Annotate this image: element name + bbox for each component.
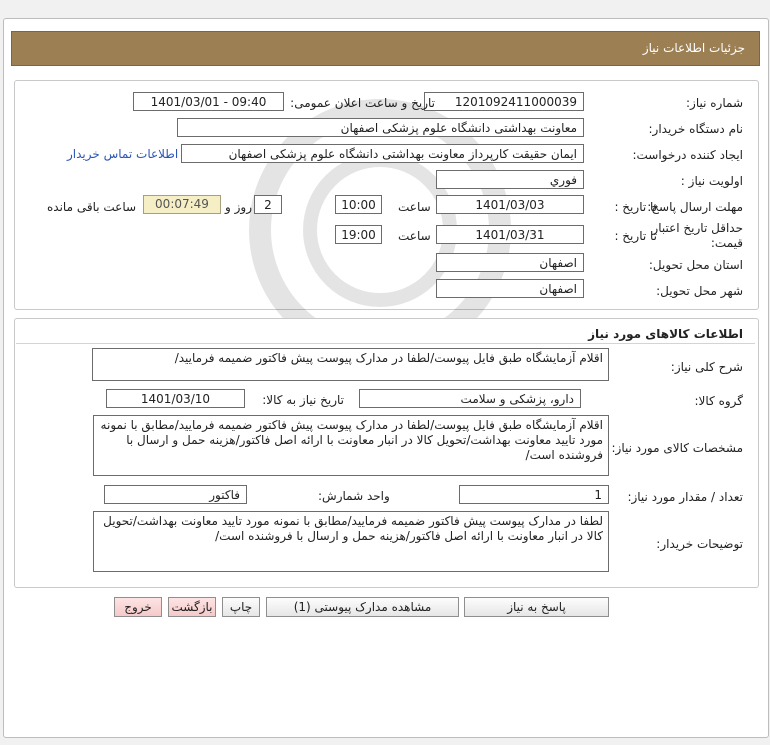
deadline-to-date-label: تا تاریخ :	[614, 200, 657, 214]
validity-label-line1: حداقل تاریخ اعتبار	[652, 221, 743, 235]
view-attachments-button[interactable]: مشاهده مدارک پیوستی (1)	[266, 597, 459, 617]
quantity-field: 1	[459, 485, 609, 504]
page-title: جزئیات اطلاعات نیاز	[642, 41, 745, 55]
goods-group-field: دارو، پزشکی و سلامت	[359, 389, 581, 408]
deadline-time-label: ساعت	[398, 200, 431, 214]
deadline-time-field: 10:00	[335, 195, 382, 214]
days-label: روز و	[225, 200, 252, 214]
unit-label: واحد شمارش:	[318, 489, 390, 503]
specs-field: اقلام آزمایشگاه طبق فایل پیوست/لطفا در مدارک پیوست پیش فاکتور ضمیمه فرمایید/مطابق با نمونه مورد تایید معاونت بهداشت/تحویل کالا در انبار معاونت با ارائه اصل فاکتور/هزینه حمل و ارسال با فروشنده است/	[93, 415, 609, 476]
deadline-label: مهلت ارسال پاسخ:	[647, 200, 743, 214]
province-label: استان محل تحویل:	[648, 258, 743, 272]
priority-field: فوري	[436, 170, 584, 189]
buyer-org-field: معاونت بهداشتی دانشگاه علوم پزشکی اصفهان	[177, 118, 584, 137]
validity-time-label: ساعت	[398, 229, 431, 243]
buyer-org-label: نام دستگاه خریدار:	[648, 122, 743, 136]
goods-section-title: اطلاعات کالاهای مورد نیاز	[588, 327, 743, 341]
days-count-field: 2	[254, 195, 282, 214]
announce-label: تاریخ و ساعت اعلان عمومی:	[290, 96, 435, 110]
city-field: اصفهان	[436, 279, 584, 298]
need-date-label: تاریخ نیاز به کالا:	[262, 393, 344, 407]
buyer-contact-link[interactable]: اطلاعات تماس خریدار	[67, 147, 179, 161]
specs-label: مشخصات کالای مورد نیاز:	[611, 441, 743, 455]
city-label: شهر محل تحویل:	[656, 284, 743, 298]
reply-button[interactable]: پاسخ به نیاز	[464, 597, 609, 617]
section-divider	[16, 343, 755, 344]
summary-field: اقلام آزمایشگاه طبق فایل پیوست/لطفا در مدارک پیوست پیش فاکتور ضمیمه فرمایید/	[92, 348, 609, 381]
page-header	[11, 31, 760, 66]
validity-label-line2: قیمت:	[710, 236, 743, 250]
goods-group-label: گروه کالا:	[694, 394, 743, 408]
need-number-label: شماره نیاز:	[686, 96, 743, 110]
need-info-panel	[14, 80, 759, 310]
buyer-notes-field: لطفا در مدارک پیوست پیش فاکتور ضمیمه فرمایید/مطابق با نمونه مورد تایید معاونت بهداشت/تحویل کالا در انبار معاونت با ارائه اصل فاکتور/هزینه حمل و ارسال با فروشنده است/	[93, 511, 609, 572]
summary-label: شرح کلی نیاز:	[670, 360, 743, 374]
province-field: اصفهان	[436, 253, 584, 272]
remaining-label: ساعت باقی مانده	[47, 200, 137, 214]
back-button[interactable]: بازگشت	[168, 597, 216, 617]
creator-label: ایجاد کننده درخواست:	[632, 148, 743, 162]
deadline-date-field: 1401/03/03	[436, 195, 584, 214]
need-number-field: 1201092411000039	[424, 92, 584, 111]
need-date-field: 1401/03/10	[106, 389, 245, 408]
exit-button[interactable]: خروج	[114, 597, 162, 617]
creator-field: ایمان حقیقت کارپرداز معاونت بهداشتی دانشگاه علوم پزشکی اصفهان	[181, 144, 584, 163]
unit-field: فاکتور	[104, 485, 247, 504]
validity-time-field: 19:00	[335, 225, 382, 244]
validity-to-date-label: تا تاریخ :	[614, 229, 657, 243]
print-button[interactable]: چاپ	[222, 597, 260, 617]
announce-datetime-field: 1401/03/01 - 09:40	[133, 92, 284, 111]
remaining-time-badge: 00:07:49	[143, 195, 221, 214]
priority-label: اولویت نیاز :	[680, 174, 743, 188]
quantity-label: تعداد / مقدار مورد نیاز:	[627, 490, 743, 504]
validity-date-field: 1401/03/31	[436, 225, 584, 244]
buyer-notes-label: توضیحات خریدار:	[656, 537, 743, 551]
